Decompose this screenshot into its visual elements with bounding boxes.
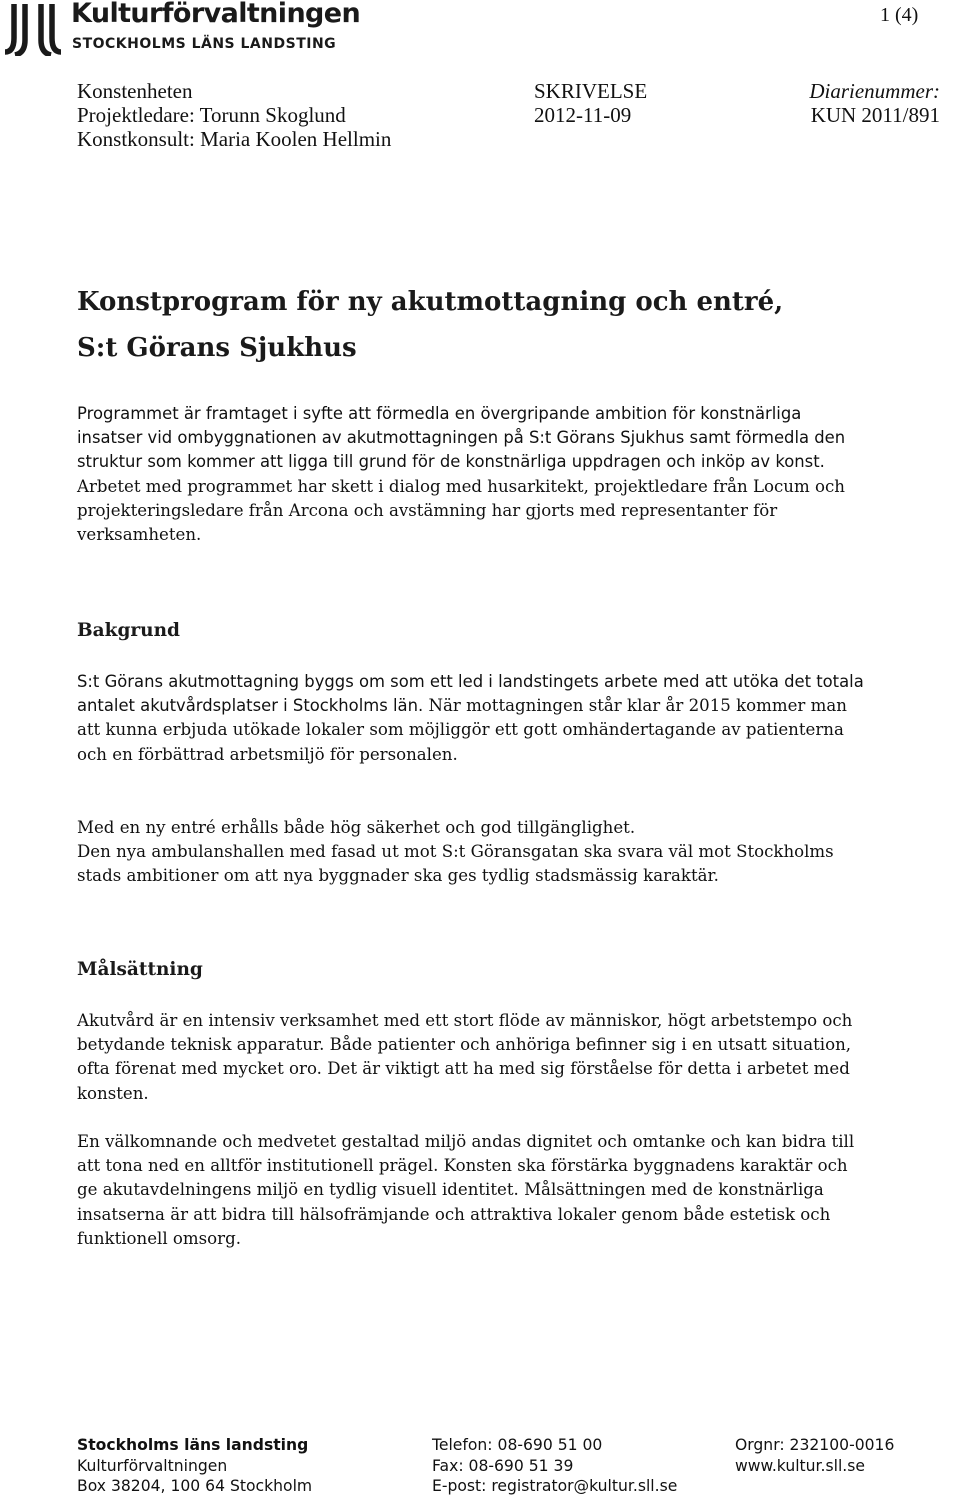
background-p1-part-1: S:t Görans akutmottagning byggs om som ett led i landstingets arbete med att utöka det totala antalet akutvårdsplatser i Stockholms län. [77,672,864,716]
background-p1-part-2: När mottagningen står klar år 2015 kommer man att kunna erbjuda utökade lokaler som möjliggör ett gott omhändertagande av patienterna och en förbättrad arbetsmiljö för personalen. [77,696,847,764]
sll-emblem-icon [3,2,65,56]
department: Konstenheten [77,79,193,103]
footer-box: Box 38204, 100 64 Stockholm [77,1477,313,1495]
background-p2-line-2: Den nya ambulanshallen med fasad ut mot S:t Göransgatan ska svara väl mot Stockholms stads ambitioner om att nya byggnader ska ges tydlig stadsmässig karaktär. [77,842,834,886]
header-middle [534,79,647,127]
title-line-1: Konstprogram för ny akutmottagning och entré, [77,287,784,317]
reg-number: KUN 2011/891 [810,103,940,127]
footer-org: Stockholms läns landsting [77,1436,309,1454]
background-paragraph-1 [77,670,867,767]
footer-orgnr: Orgnr: 232100-0016 [735,1436,895,1454]
title-line-2: S:t Görans Sjukhus [77,333,357,363]
footer-website: www.kultur.sll.se [735,1456,865,1475]
header-right [790,79,940,127]
art-consultant: Konstkonsult: Maria Koolen Hellmin [77,127,392,151]
header-left [77,79,391,151]
footer-dept: Kulturförvaltningen [77,1456,228,1475]
intro-paragraph [77,402,867,547]
page-number: 1 (4) [880,4,919,26]
footer-fax: Fax: 08-690 51 39 [432,1456,574,1475]
reg-label: Diarienummer: [809,79,940,103]
doc-date: 2012-11-09 [534,103,632,127]
heading-goals: Målsättning [77,959,203,980]
doc-type: SKRIVELSE [534,79,648,103]
background-paragraph-2 [77,816,867,889]
project-leader: Projektledare: Torunn Skoglund [77,103,346,127]
goals-paragraph-2: En välkomnande och medvetet gestaltad miljö andas dignitet och omtanke och kan bidra till att tona ned en alltför institutionell prägel. Konsten ska förstärka byggnadens karaktär och ge akutavdelningens miljö en tydlig visuell identitet. Målsättningen med de konstnärliga insatserna är att bidra till hälsofrämjande och attraktiva lokaler genom både estetisk och funktionell omsorg. [77,1132,855,1248]
page-title [77,279,937,371]
logo-subtitle: STOCKHOLMS LÄNS LANDSTING [72,36,337,52]
goals-paragraph-1: Akutvård är en intensiv verksamhet med ett stort flöde av människor, högt arbetstempo och betydande teknisk apparatur. Både patienter och anhöriga befinner sig i en utsatt situation, ofta förenat med mycket oro. Det är viktigt att ha med sig förståelse för detta i arbetet med konsten. [77,1011,853,1103]
logo [3,0,373,60]
footer-meta [735,1435,894,1476]
heading-background: Bakgrund [77,620,180,641]
logo-title: Kulturförvaltningen [71,0,361,29]
footer-contact [432,1435,677,1497]
intro-part-2: Arbetet med programmet har skett i dialog med husarkitekt, projektledare från Locum och projekteringsledare från Arcona och avstämning har gjorts med representanter för verksamheten. [77,476,845,545]
footer-email: E-post: registrator@kultur.sll.se [432,1477,678,1495]
footer-phone: Telefon: 08-690 51 00 [432,1436,603,1454]
intro-part-1: Programmet är framtaget i syfte att förmedla en övergripande ambition för konstnärliga insatser vid ombyggnationen av akutmottagningen på S:t Görans Sjukhus samt förmedla den struktur som kommer att ligga till grund för de konstnärliga uppdragen och inköp av konst. [77,404,846,472]
footer-address [77,1435,312,1497]
background-p2-line-1: Med en ny entré erhålls både hög säkerhet och god tillgänglighet. [77,818,636,837]
